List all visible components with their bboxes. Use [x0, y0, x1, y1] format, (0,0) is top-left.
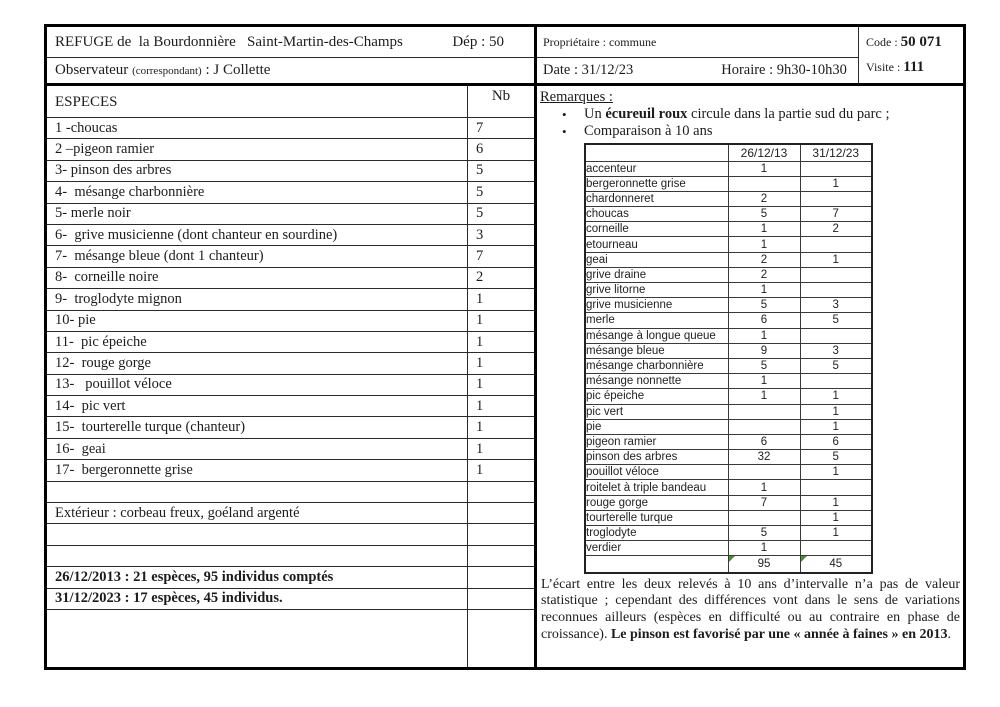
comparison-species: troglodyte: [585, 526, 728, 541]
species-count: 5: [467, 161, 534, 181]
comparison-row: [585, 465, 872, 480]
species-count: 5: [467, 204, 534, 224]
species-row: [47, 524, 534, 545]
comparison-value-2013: 1: [728, 480, 800, 495]
comparison-value-2013: [728, 510, 800, 525]
totals-empty-cell: [585, 556, 728, 573]
bullet-text: [584, 106, 890, 123]
comparison-row: [585, 374, 872, 389]
right-header-left: [537, 27, 859, 83]
survey-document: [44, 24, 966, 670]
comparison-table: [584, 143, 873, 574]
conclusion-paragraph: [540, 577, 961, 643]
comparison-species: geai: [585, 252, 728, 267]
comparison-species: mésange bleue: [585, 343, 728, 358]
comparison-value-2013: [728, 419, 800, 434]
species-count: 1: [467, 417, 534, 437]
species-count: 5: [467, 182, 534, 202]
species-row: [47, 567, 534, 588]
comparison-totals-row: [585, 556, 872, 573]
comparison-row: [585, 222, 872, 237]
comparison-value-2013: 7: [728, 495, 800, 510]
comparison-value-2013: [728, 176, 800, 191]
comparison-header-row: [585, 144, 872, 161]
observer-prefix: Observateur: [55, 62, 133, 78]
comparison-row: [585, 480, 872, 495]
comparison-species: pinson des arbres: [585, 450, 728, 465]
species-label: 2 –pigeon ramier: [55, 141, 155, 158]
comparison-row: [585, 404, 872, 419]
comparison-value-2023: 1: [800, 495, 872, 510]
species-count: 2: [467, 268, 534, 288]
conclusion-text: L’écart entre les deux relevés à 10 ans d’intervalle n’a pas de valeur statistique ; cependant des différences vont dans le sens de variations reconnues ailleurs (espèces en difficulté ou au contraire en phase de croissance).: [541, 576, 960, 642]
species-row: [47, 589, 534, 610]
species-label: [47, 524, 467, 544]
comparison-value-2023: 5: [800, 450, 872, 465]
comparison-header-date2: 31/12/23: [800, 144, 872, 161]
comparison-species: grive musicienne: [585, 298, 728, 313]
species-row: [47, 182, 534, 203]
comparison-value-2023: [800, 541, 872, 556]
visite-label: [866, 59, 963, 76]
comparison-species: mésange nonnette: [585, 374, 728, 389]
comparison-species: corneille: [585, 222, 728, 237]
comparison-row: [585, 298, 872, 313]
remark-bullet-comparison: [540, 123, 961, 140]
species-label: 15- tourterelle turque (chanteur): [55, 419, 246, 436]
species-label: 26/12/2013 : 21 espèces, 95 individus comptés: [55, 568, 334, 585]
species-label: 1 -choucas: [55, 119, 118, 136]
species-label: 13- pouillot véloce: [55, 376, 172, 393]
species-label: 5- merle noir: [55, 205, 131, 222]
species-label: 14- pic vert: [55, 397, 126, 414]
species-count: 1: [467, 375, 534, 395]
comparison-row: [585, 389, 872, 404]
cell-corner-marker-icon: [729, 556, 735, 562]
comparison-value-2023: [800, 328, 872, 343]
comparison-value-2023: [800, 191, 872, 206]
conclusion-bold: Le pinson est favorisé par une « année à faines » en 2013: [610, 626, 948, 642]
comparison-value-2023: [800, 237, 872, 252]
comparison-value-2013: 5: [728, 207, 800, 222]
species-row: [47, 396, 534, 417]
species-label: 31/12/2023 : 17 espèces, 45 individus.: [55, 590, 283, 607]
refuge-header-row: [47, 27, 534, 58]
species-label: 9- troglodyte mignon: [55, 290, 182, 307]
comparison-value-2023: [800, 283, 872, 298]
species-row: [47, 460, 534, 481]
species-row: [47, 118, 534, 139]
visite-prefix: Visite :: [866, 59, 904, 74]
comparison-row: [585, 434, 872, 449]
observer-row: [47, 58, 534, 86]
bullet-text: Comparaison à 10 ans: [584, 123, 713, 139]
comparison-value-2023: [800, 267, 872, 282]
comparison-species: mésange à longue queue: [585, 328, 728, 343]
proprietaire-row: [537, 27, 858, 58]
horaire-label: Horaire : 9h30-10h30: [721, 62, 847, 78]
code-label: [866, 34, 963, 51]
comparison-row: [585, 207, 872, 222]
comparison-value-2023: 1: [800, 389, 872, 404]
code-visite-cell: [859, 27, 963, 83]
species-count: 7: [467, 118, 534, 138]
remarks-section: [537, 86, 963, 667]
comparison-value-2013: 2: [728, 267, 800, 282]
comparison-value-2023: 1: [800, 404, 872, 419]
totals-value: 95: [728, 556, 800, 573]
comparison-species: pie: [585, 419, 728, 434]
comparison-row: [585, 252, 872, 267]
comparison-value-2023: 6: [800, 434, 872, 449]
comparison-value-2023: 1: [800, 252, 872, 267]
species-count: 1: [467, 332, 534, 352]
comparison-value-2013: 1: [728, 283, 800, 298]
code-prefix: Code :: [866, 35, 901, 50]
species-count: [467, 503, 534, 523]
comparison-species: grive litorne: [585, 283, 728, 298]
species-count: 1: [467, 353, 534, 373]
species-count: 1: [467, 439, 534, 459]
comparison-body: [585, 161, 872, 573]
bullet1-bold: écureuil roux: [605, 106, 688, 122]
species-row: [47, 439, 534, 460]
species-label: [47, 546, 467, 566]
species-label: [47, 610, 467, 667]
species-count: [467, 610, 534, 667]
comparison-header-empty: [585, 144, 728, 161]
comparison-value-2023: 7: [800, 207, 872, 222]
comparison-value-2023: 5: [800, 313, 872, 328]
comparison-species: verdier: [585, 541, 728, 556]
species-count: 7: [467, 246, 534, 266]
species-label: [47, 482, 467, 502]
species-label: 6- grive musicienne (dont chanteur en sourdine): [55, 226, 338, 243]
comparison-row: [585, 541, 872, 556]
comparison-species: mésange charbonnière: [585, 358, 728, 373]
comparison-row: [585, 495, 872, 510]
comparison-row: [585, 191, 872, 206]
comparison-row: [585, 510, 872, 525]
refuge-title: REFUGE de la Bourdonnière Saint-Martin-des-Champs: [55, 33, 403, 50]
comparison-row: [585, 358, 872, 373]
comparison-value-2023: [800, 480, 872, 495]
visite-value: 111: [903, 58, 925, 75]
bullet-icon: •: [562, 107, 567, 122]
comparison-value-2013: [728, 465, 800, 480]
species-label: 10- pie: [55, 312, 96, 329]
species-count: [467, 482, 534, 502]
species-rows: [47, 118, 534, 667]
species-row: [47, 161, 534, 182]
species-row: [47, 289, 534, 310]
species-count: 1: [467, 396, 534, 416]
comparison-header-date1: 26/12/13: [728, 144, 800, 161]
comparison-value-2013: 6: [728, 434, 800, 449]
observer-name: : J Collette: [201, 62, 271, 78]
species-label: 17- bergeronnette grise: [55, 461, 193, 478]
bullet1-prefix: Un: [584, 106, 606, 122]
comparison-value-2023: 3: [800, 343, 872, 358]
comparison-value-2013: 5: [728, 298, 800, 313]
cell-corner-marker-icon: [801, 556, 807, 562]
comparison-row: [585, 176, 872, 191]
species-row: [47, 482, 534, 503]
comparison-species: etourneau: [585, 237, 728, 252]
comparison-species: accenteur: [585, 161, 728, 176]
comparison-species: choucas: [585, 207, 728, 222]
species-count: 1: [467, 289, 534, 309]
comparison-row: [585, 419, 872, 434]
species-label: 11- pic épeiche: [55, 333, 147, 350]
comparison-value-2023: 3: [800, 298, 872, 313]
species-row: [47, 375, 534, 396]
species-label: 12- rouge gorge: [55, 354, 151, 371]
bullet-icon: •: [562, 124, 567, 139]
comparison-row: [585, 161, 872, 176]
species-count: [467, 567, 534, 587]
species-row: [47, 268, 534, 289]
comparison-value-2013: 1: [728, 541, 800, 556]
species-row: [47, 332, 534, 353]
remark-bullet-squirrel: [540, 106, 961, 123]
comparison-species: pouillot véloce: [585, 465, 728, 480]
left-panel: [47, 27, 537, 667]
comparison-value-2013: 1: [728, 374, 800, 389]
species-row: [47, 246, 534, 267]
species-label: 8- corneille noire: [55, 269, 159, 286]
species-row: [47, 503, 534, 524]
comparison-value-2023: 1: [800, 526, 872, 541]
comparison-value-2013: 1: [728, 389, 800, 404]
species-row: [47, 546, 534, 567]
right-header: [537, 27, 963, 86]
species-count: [467, 524, 534, 544]
comparison-row: [585, 526, 872, 541]
comparison-value-2013: 1: [728, 161, 800, 176]
species-count: 1: [467, 460, 534, 480]
bullet1-suffix: circule dans la partie sud du parc ;: [687, 106, 890, 122]
date-label: Date : 31/12/23: [543, 62, 634, 78]
comparison-value-2013: [728, 404, 800, 419]
comparison-species: chardonneret: [585, 191, 728, 206]
species-row: [47, 353, 534, 374]
species-label: 7- mésange bleue (dont 1 chanteur): [55, 248, 264, 265]
species-row: [47, 417, 534, 438]
comparison-species: grive draine: [585, 267, 728, 282]
species-count: 1: [467, 311, 534, 331]
species-row: [47, 204, 534, 225]
species-label: 4- mésange charbonnière: [55, 183, 205, 200]
conclusion-suffix: .: [947, 626, 952, 642]
comparison-value-2013: 2: [728, 252, 800, 267]
observer-label: [55, 62, 270, 79]
comparison-value-2013: 2: [728, 191, 800, 206]
comparison-table-wrap: [584, 143, 961, 574]
nb-column-header: Nb: [467, 86, 534, 117]
code-value: 50 071: [900, 34, 942, 51]
comparison-value-2023: 1: [800, 510, 872, 525]
comparison-species: roitelet à triple bandeau: [585, 480, 728, 495]
species-row: [47, 610, 534, 667]
comparison-row: [585, 328, 872, 343]
comparison-row: [585, 450, 872, 465]
comparison-value-2013: 9: [728, 343, 800, 358]
comparison-value-2013: 1: [728, 222, 800, 237]
comparison-row: [585, 343, 872, 358]
species-row: [47, 311, 534, 332]
departement-label: Dép : 50: [452, 33, 504, 50]
right-panel: [537, 27, 963, 667]
comparison-species: pic vert: [585, 404, 728, 419]
comparison-value-2013: 1: [728, 328, 800, 343]
comparison-species: pigeon ramier: [585, 434, 728, 449]
proprietaire-label: Propriétaire : commune: [543, 34, 657, 49]
species-label: 3- pinson des arbres: [55, 162, 172, 179]
species-count: 3: [467, 225, 534, 245]
species-label: Extérieur : corbeau freux, goéland argenté: [55, 504, 300, 521]
comparison-value-2013: 5: [728, 526, 800, 541]
species-count: [467, 546, 534, 566]
comparison-value-2023: 5: [800, 358, 872, 373]
species-count: [467, 589, 534, 609]
comparison-species: bergeronnette grise: [585, 176, 728, 191]
totals-value: 45: [800, 556, 872, 573]
observer-small: (correspondant): [132, 65, 202, 77]
comparison-species: pic épeiche: [585, 389, 728, 404]
comparison-value-2023: 1: [800, 176, 872, 191]
comparison-value-2013: 32: [728, 450, 800, 465]
comparison-value-2023: [800, 161, 872, 176]
comparison-species: rouge gorge: [585, 495, 728, 510]
species-table-header: [47, 86, 534, 118]
species-row: [47, 225, 534, 246]
comparison-species: tourterelle turque: [585, 510, 728, 525]
species-count: 6: [467, 139, 534, 159]
species-label: 16- geai: [55, 440, 106, 457]
comparison-value-2023: 1: [800, 465, 872, 480]
comparison-species: merle: [585, 313, 728, 328]
comparison-value-2023: 1: [800, 419, 872, 434]
comparison-row: [585, 267, 872, 282]
comparison-row: [585, 237, 872, 252]
comparison-value-2023: [800, 374, 872, 389]
species-column-header: ESPECES: [55, 94, 118, 110]
remarks-title: Remarques :: [540, 89, 613, 105]
comparison-row: [585, 283, 872, 298]
species-row: [47, 139, 534, 160]
comparison-value-2023: 2: [800, 222, 872, 237]
comparison-value-2013: 5: [728, 358, 800, 373]
comparison-row: [585, 313, 872, 328]
comparison-value-2013: 6: [728, 313, 800, 328]
date-row: [537, 58, 858, 83]
comparison-value-2013: 1: [728, 237, 800, 252]
